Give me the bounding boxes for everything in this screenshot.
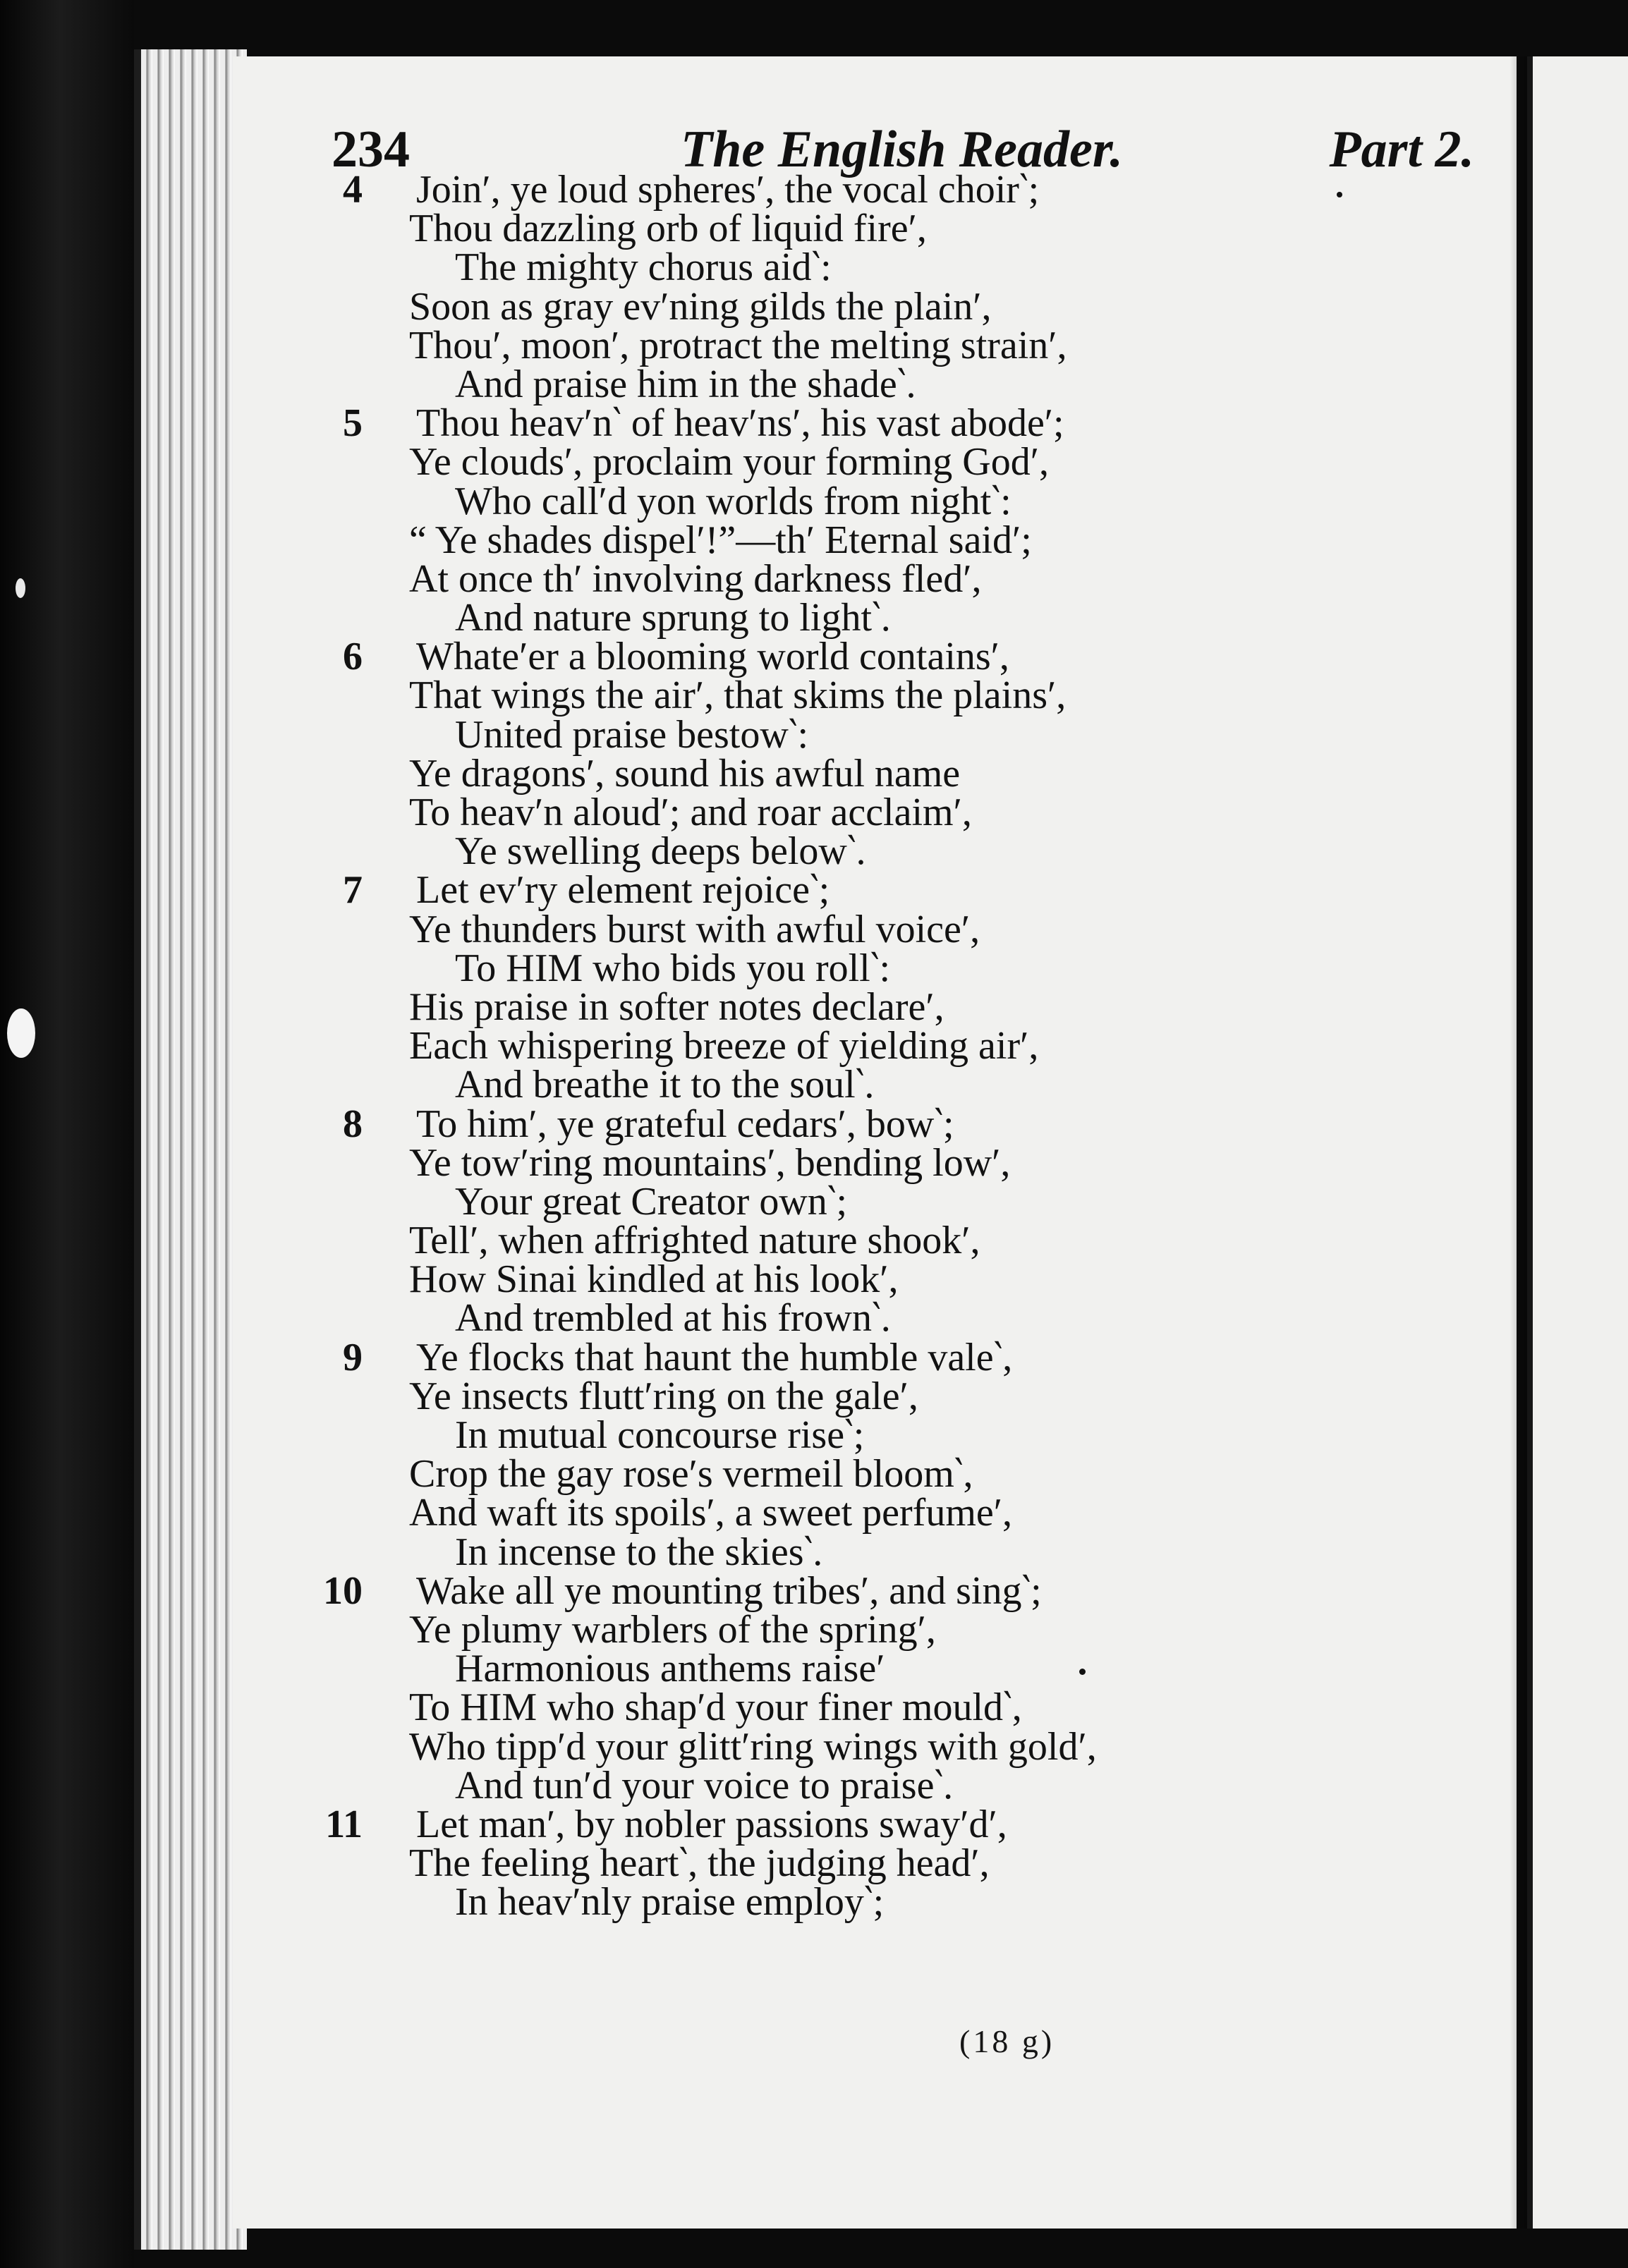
poem-line xyxy=(367,245,1495,290)
line-text: And waft its spoils′, a sweet perfume′, xyxy=(409,1491,1012,1535)
line-text: The mighty chorus aid‵: xyxy=(455,245,832,290)
poem-line xyxy=(367,1647,1495,1691)
running-title: The English Reader. xyxy=(681,121,1124,178)
line-text: His praise in softer notes declare′, xyxy=(409,984,944,1029)
line-text: Let man′, by nobler passions sway′d′, xyxy=(416,1802,1007,1846)
poem-line xyxy=(367,1607,1495,1652)
part-label: Part 2. xyxy=(1329,121,1474,178)
poem-line xyxy=(367,1374,1495,1418)
line-text: Ye dragons′, sound his awful name xyxy=(409,751,961,795)
ink-speck xyxy=(1079,1669,1086,1675)
line-text: Ye flocks that haunt the humble vale‵, xyxy=(416,1335,1013,1379)
poem-line xyxy=(367,1724,1495,1769)
line-text: Ye thunders burst with awful voice′, xyxy=(409,907,980,951)
poem-line xyxy=(367,518,1495,562)
line-text: To him′, ye grateful cedars′, bow‵; xyxy=(416,1102,954,1146)
poem-line xyxy=(343,635,1495,679)
poem-line xyxy=(367,751,1495,795)
line-text: Your great Creator own‵; xyxy=(455,1179,848,1224)
line-text: United praise bestow‵: xyxy=(455,712,809,757)
poem-line xyxy=(367,1763,1495,1807)
line-text: In incense to the skies‵. xyxy=(455,1530,823,1574)
poem-line xyxy=(343,1102,1495,1146)
line-text: Each whispering breeze of yielding air′, xyxy=(409,1024,1039,1068)
stanza-number: 5 xyxy=(343,401,363,446)
poem-line xyxy=(343,168,1495,212)
poem-line xyxy=(367,1452,1495,1496)
poem-line xyxy=(367,1257,1495,1302)
line-text: And tun′d your voice to praise‵. xyxy=(455,1763,954,1807)
poem-line xyxy=(367,946,1495,990)
poem-line xyxy=(367,1063,1495,1107)
line-text: And breathe it to the soul‵. xyxy=(455,1063,875,1107)
stanza-number: 7 xyxy=(343,868,363,913)
poem-line xyxy=(367,1024,1495,1068)
poem-line xyxy=(343,868,1495,913)
line-text: Harmonious anthems raise′ xyxy=(455,1647,885,1691)
poem-line xyxy=(367,1530,1495,1574)
line-text: And nature sprung to light‵. xyxy=(455,596,891,640)
poem-line xyxy=(367,440,1495,484)
poem-line xyxy=(367,984,1495,1029)
line-text: Ye swelling deeps below‵. xyxy=(455,829,866,874)
ink-speck xyxy=(7,1008,35,1058)
line-text: Who call′d yon worlds from night‵: xyxy=(455,479,1012,523)
line-text: At once th′ involving darkness fled′, xyxy=(409,556,982,601)
poem-line xyxy=(367,1296,1495,1341)
line-text: Ye plumy warblers of the spring′, xyxy=(409,1607,936,1652)
stanza-number: 6 xyxy=(343,635,363,679)
printer-signature: (18 g) xyxy=(959,2023,1055,2059)
line-text: Wake all ye mounting tribes′, and sing‵; xyxy=(416,1568,1042,1613)
line-text: “ Ye shades dispel′!”—th′ Eternal said′; xyxy=(409,518,1032,562)
line-text: Ye insects flutt′ring on the gale′, xyxy=(409,1374,918,1418)
poem-line xyxy=(367,907,1495,951)
poem-line xyxy=(367,1413,1495,1457)
line-text: In heav′nly praise employ‵; xyxy=(455,1880,885,1925)
stanza-number: 4 xyxy=(343,168,363,212)
poem-text xyxy=(323,168,1495,1925)
poem-line xyxy=(367,793,1495,832)
line-text: Who tipp′d your glitt′ring wings with gold′, xyxy=(409,1724,1097,1769)
poem-line xyxy=(367,596,1495,640)
line-text: Ye tow′ring mountains′, bending low′, xyxy=(409,1140,1011,1185)
line-text: Tell′, when affrighted nature shook′, xyxy=(409,1219,980,1263)
poem-line xyxy=(367,673,1495,718)
facing-page-edge xyxy=(1527,56,1628,2229)
line-text: Whate′er a blooming world contains′, xyxy=(416,635,1009,679)
poem-line xyxy=(367,323,1495,367)
poem-line xyxy=(367,712,1495,757)
poem-line xyxy=(367,207,1495,251)
line-text: That wings the air′, that skims the plains′, xyxy=(409,673,1067,718)
line-text: To HIM who bids you roll‵: xyxy=(455,946,891,990)
line-text: Let ev′ry element rejoice‵; xyxy=(416,868,830,913)
poem-line xyxy=(367,1880,1495,1925)
book-spine xyxy=(0,0,134,2268)
poem-line xyxy=(343,1335,1495,1379)
poem-line xyxy=(367,829,1495,874)
line-text: Ye clouds′, proclaim your forming God′, xyxy=(409,440,1049,484)
line-text: Crop the gay rose′s vermeil bloom‵, xyxy=(409,1452,973,1496)
line-text: In mutual concourse rise‵; xyxy=(455,1413,865,1457)
line-text: The feeling heart‵, the judging head′, xyxy=(409,1841,990,1886)
page-edges xyxy=(134,49,247,2250)
ink-speck xyxy=(1337,192,1342,197)
stanza-number: 8 xyxy=(343,1102,363,1146)
stanza-number: 9 xyxy=(343,1335,363,1379)
poem-line xyxy=(323,1568,1495,1613)
poem-line xyxy=(367,1841,1495,1886)
poem-line xyxy=(367,1219,1495,1263)
stanza-number: 11 xyxy=(325,1802,363,1846)
line-text: Soon as gray ev′ning gilds the plain′, xyxy=(409,284,992,329)
poem-line xyxy=(343,401,1495,446)
poem-line xyxy=(367,1140,1495,1185)
line-text: Join′, ye loud spheres′, the vocal choir‵; xyxy=(416,168,1040,212)
poem-line xyxy=(367,284,1495,329)
poem-line xyxy=(367,479,1495,523)
line-text: And trembled at his frown‵. xyxy=(455,1296,891,1341)
line-text: How Sinai kindled at his look′, xyxy=(409,1257,899,1302)
poem-line xyxy=(325,1802,1495,1846)
line-text: To HIM who shap′d your finer mould‵, xyxy=(409,1685,1022,1730)
poem-line xyxy=(367,1179,1495,1224)
line-text: Thou heav′n‵ of heav′ns′, his vast abode′; xyxy=(416,401,1064,446)
line-text: And praise him in the shade‵. xyxy=(455,362,916,406)
page-number: 234 xyxy=(332,121,410,178)
line-text: To heav′n aloud′; and roar acclaim′, xyxy=(409,791,972,834)
line-text: Thou′, moon′, protract the melting strain′, xyxy=(409,323,1067,367)
line-text: Thou dazzling orb of liquid fire′, xyxy=(409,207,927,251)
poem-line xyxy=(367,1491,1495,1535)
poem-line xyxy=(367,556,1495,601)
ink-speck xyxy=(16,578,25,598)
poem-line xyxy=(367,1685,1495,1730)
stanza-number: 10 xyxy=(323,1568,363,1613)
poem-line xyxy=(367,362,1495,406)
